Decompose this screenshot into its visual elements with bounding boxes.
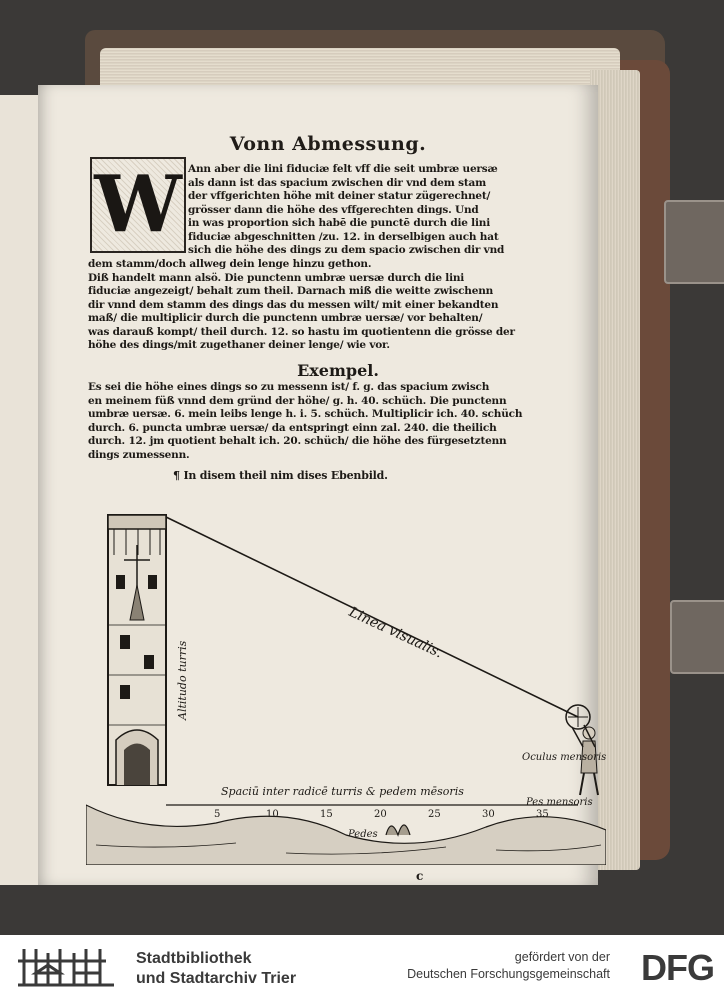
institution-name xyxy=(136,949,296,989)
section-heading: Exempel. xyxy=(297,361,379,380)
label-pes-mensoris: Pes mensoris xyxy=(526,797,593,808)
text-line: höhe des dings/mit zugethaner deiner lenge/ wie vor. xyxy=(88,339,390,351)
paragraph-example xyxy=(88,381,522,462)
institution-line: und Stadtarchiv Trier xyxy=(136,970,297,987)
funding-line: gefördert von der xyxy=(514,950,610,964)
footer-bar xyxy=(0,935,724,1000)
ground-landscape xyxy=(86,805,606,865)
page-edges-top xyxy=(100,48,620,88)
text-line: dem stamm/doch allweg dein lenge hinzu gethon. xyxy=(88,258,372,270)
woodcut-svg xyxy=(86,505,606,865)
text-line: durch. 12. jm quotient behalt ich. 20. schüch/ die höhe des fürgesetztenn xyxy=(88,435,507,447)
text-line: dir vnnd dem stamm des dings das du messen wilt/ mit einer bekandten xyxy=(88,298,499,311)
institution-line: Stadtbibliothek xyxy=(136,950,252,967)
plant-illustration xyxy=(386,825,410,835)
caption-text: In disem theil nim dises Ebenbild. xyxy=(183,469,388,482)
scale-tick: 20 xyxy=(374,809,387,820)
book-page xyxy=(38,85,606,885)
funding-line: Deutschen Forschungsgemeinschaft xyxy=(407,967,610,981)
decorated-initial: W xyxy=(90,157,186,253)
text-line: dings zumessenn. xyxy=(88,448,190,461)
dfg-logo: DFG xyxy=(641,947,714,988)
text-line: maß/ die multiplicir durch die punctenn umbræ uersæ/ vor behalten/ xyxy=(88,312,483,324)
clasp-top xyxy=(664,200,724,284)
text-line: fiduciæ angezeigt/ behalt zum theil. Darnach miß die weitte zwischenn xyxy=(88,285,494,297)
clasp-bottom xyxy=(670,600,724,674)
text-line: durch. 6. puncta umbræ uersæ/ da entspringt einn zal. 240. die theilich xyxy=(88,421,497,434)
paragraph-1 xyxy=(188,163,504,258)
observer-figure xyxy=(566,705,598,795)
scale-tick: 5 xyxy=(214,809,221,820)
label-altitudo-turris: Altitudo turris xyxy=(176,640,189,720)
paragraph-1b xyxy=(88,258,515,353)
scale-tick: 30 xyxy=(482,809,495,820)
signature-mark: c xyxy=(416,869,424,883)
text-line: fiduciæ abgeschnitten /zu. 12. in derselbigen auch hat xyxy=(188,230,499,243)
scale-tick: 15 xyxy=(320,809,333,820)
text-line: grösser dann die höhe des vffgerechten dings. Und xyxy=(188,203,479,216)
pilcrow-icon: ¶ xyxy=(173,469,184,482)
text-line: als dann ist das spacium zwischen dir vnd dem stam xyxy=(188,176,486,189)
label-oculus-mensoris: Oculus mensoris xyxy=(522,752,606,763)
text-line: was darauß kompt/ theil durch. 12. so hastu im quotientenn die grösse der xyxy=(88,325,515,338)
text-line: der vffgerichten höhe mit deiner statur zügerechnet/ xyxy=(188,190,491,202)
scale-tick: 25 xyxy=(428,809,441,820)
text-line: umbræ uersæ. 6. mein leibs lenge h. i. 5. schüch. Multiplicir ich. 40. schüch xyxy=(88,408,523,420)
funding-note xyxy=(407,949,610,983)
left-page-edge xyxy=(0,95,42,885)
text-line: Es sei die höhe eines dings so zu messenn ist/ f. g. das spacium zwisch xyxy=(88,381,490,393)
library-logo-icon xyxy=(14,943,124,993)
scale-tick: 35 xyxy=(536,809,549,820)
tower-illustration xyxy=(108,515,166,785)
label-linea-visualis: Linea visualis. xyxy=(346,604,445,662)
text-line: Diß handelt mann alsö. Die punctenn umbræ uersæ durch die lini xyxy=(88,271,465,284)
text-line: Ann aber die lini fiduciæ felt vff die seit umbræ uersæ xyxy=(188,163,498,175)
text-line: in was proportion sich habē die punctē durch die lini xyxy=(188,217,490,229)
text-line: en meinem füß vnnd dem gründ der höhe/ g. h. 40. schüch. Die punctenn xyxy=(88,394,507,407)
woodcut-figure xyxy=(86,505,606,865)
figure-caption xyxy=(173,469,388,483)
page-title: Vonn Abmessung. xyxy=(229,133,427,155)
scale-tick: 10 xyxy=(266,809,279,820)
label-spacium: Spaciū inter radicē turris & pedem mēsoris xyxy=(221,785,464,798)
text-line: sich die höhe des dings zu dem spacio zwischen dir vnd xyxy=(188,244,505,256)
label-pedes: Pedes xyxy=(348,829,378,840)
